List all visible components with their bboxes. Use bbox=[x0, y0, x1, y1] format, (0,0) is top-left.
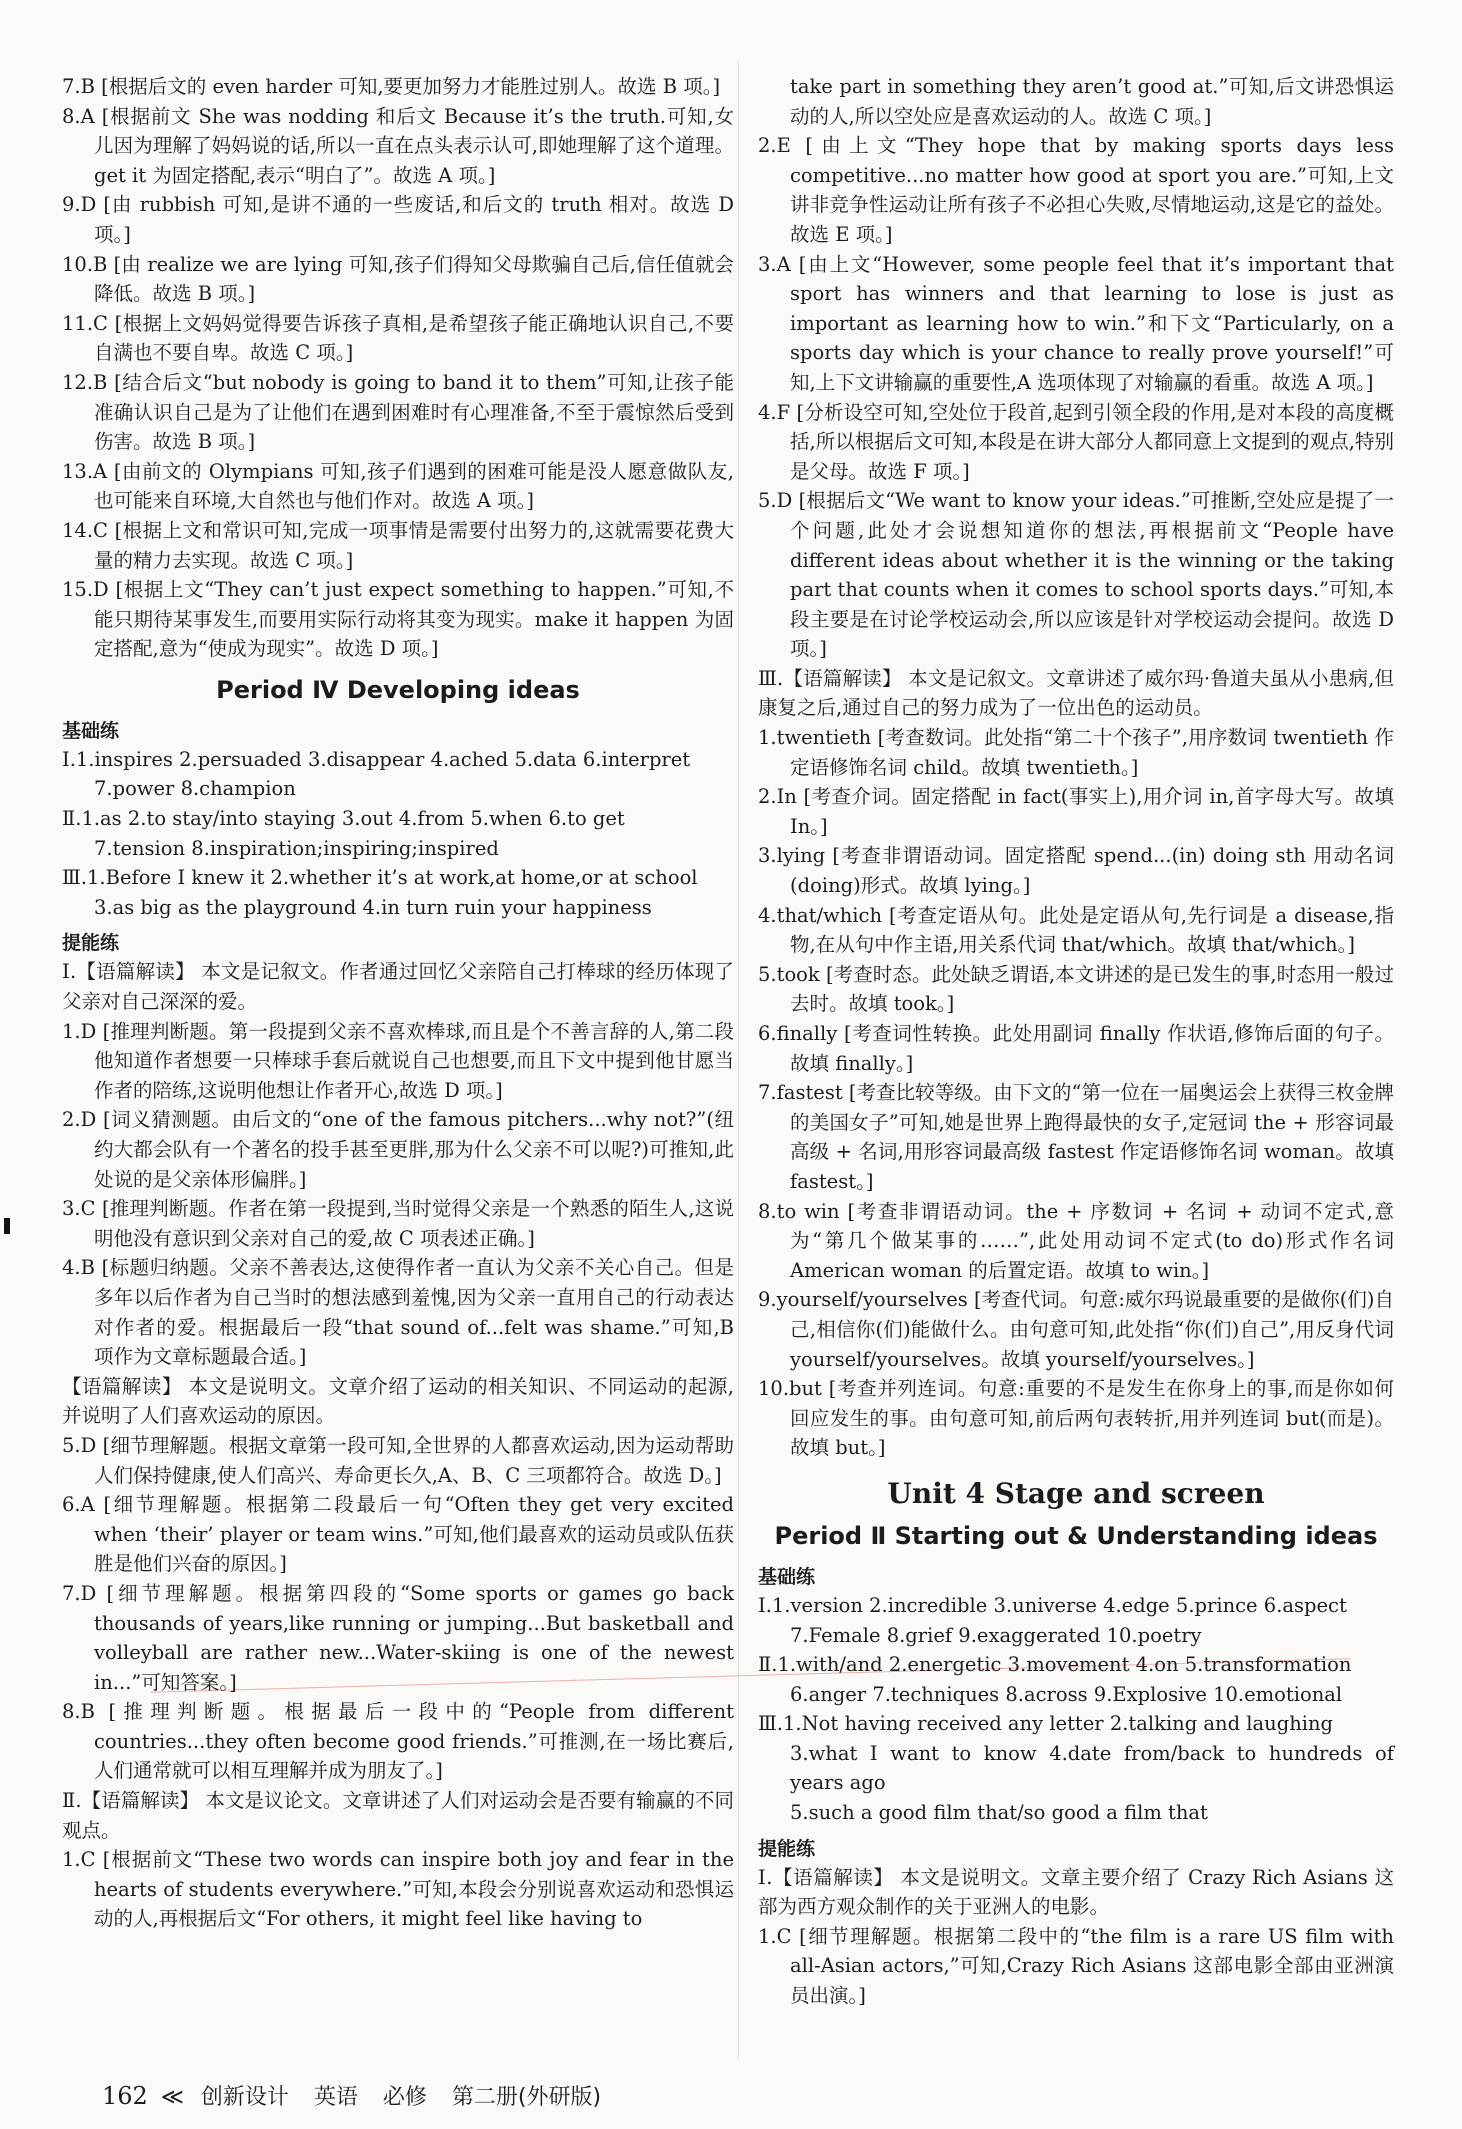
basic-line: 7.power 8.champion bbox=[94, 777, 296, 801]
improve-practice-label: 提能练 bbox=[758, 1837, 816, 1860]
answer-item: 2.E [由上文“They hope that by making sports days less competitive...no matter how good at sport you are.”可知,上文讲非竞争性运动让所有孩子不必担心失败,尽情地运动,这是它的益处。故选 E 项。] bbox=[758, 134, 1394, 246]
passage-intro: Ⅱ.【语篇解读】 本文是议论文。文章讲述了人们对运动会是否要有输赢的不同观点。 bbox=[62, 1789, 734, 1842]
answer-continuation: take part in something they aren’t good at.”可知,后文讲恐惧运动的人,所以空处应是喜欢运动的人。故选 C 项。] bbox=[790, 75, 1394, 128]
answer-item: 8.A [根据前文 She was nodding 和后文 Because it’s the truth.可知,女儿因为理解了妈妈说的话,所以一直在点头表示认可,即她理解了这个道理。get it 为固定搭配,表示“明白了”。故选 A 项。] bbox=[62, 104, 734, 187]
passage-intro: Ⅲ.【语篇解读】 本文是记叙文。文章讲述了威尔玛·鲁道夫虽从小患病,但康复之后,通过自己的努力成为了一位出色的运动员。 bbox=[758, 666, 1394, 720]
answer-item: 4.that/which [考查定语从句。此处是定语从句,先行词是 a disease,指物,在从句中作主语,用关系代词 that/which。故填 that/which。] bbox=[758, 903, 1394, 957]
right-column bbox=[758, 72, 1394, 2011]
page-footer bbox=[102, 2080, 601, 2111]
basic-line: 7.tension 8.inspiration;inspiring;inspired bbox=[94, 836, 499, 860]
basic-line: Ⅱ.1.as 2.to stay/into staying 3.out 4.from 5.when 6.to get bbox=[62, 807, 625, 831]
answer-item: 3.C [推理判断题。作者在第一段提到,当时觉得父亲是一个熟悉的陌生人,这说明他没有意识到父亲对自己的爱,故 C 项表述正确。] bbox=[62, 1197, 734, 1250]
answer-item: 5.D [根据后文“We want to know your ideas.”可推断,空处应是提了一个问题,此处才会说想知道你的想法,再根据前文“People have different ideas about whether it is the winning or the taking part that counts when it comes to school sports days.”可知,本段主要是在讨论学校运动会,所以应该是针对学校运动会提问。故选 D 项。] bbox=[758, 489, 1394, 661]
answer-item: 9.D [由 rubbish 可知,是讲不通的一些废话,和后文的 truth 相对。故选 D 项。] bbox=[62, 193, 734, 246]
basic-line: 7.Female 8.grief 9.exaggerated 10.poetry bbox=[790, 1623, 1202, 1647]
basic-practice-label: 基础练 bbox=[62, 719, 120, 742]
basic-line: Ⅰ.1.version 2.incredible 3.universe 4.edge 5.prince 6.aspect bbox=[758, 1593, 1347, 1617]
double-chevron-left-icon: ≪ bbox=[160, 2085, 184, 2110]
unit-heading: Unit 4 Stage and screen bbox=[887, 1476, 1265, 1510]
answer-item: 8.B [推理判断题。根据最后一段中的“People from different countries...they often become good friends.”可推测,在一场比赛后,人们通常就可以相互理解并成为朋友了。] bbox=[62, 1700, 734, 1783]
answer-item: 9.yourself/yourselves [考查代词。句意:威尔玛说最重要的是做你(们)自己,相信你(们)能做什么。由句意可知,此处指“你(们)自己”,用反身代词 yourself/yourselves。故填 yourself/yourselves。] bbox=[758, 1288, 1394, 1371]
page-number: 162 bbox=[102, 2082, 148, 2110]
basic-line: 3.as big as the playground 4.in turn ruin your happiness bbox=[94, 895, 652, 919]
answer-item: 1.D [推理判断题。第一段提到父亲不喜欢棒球,而且是个不善言辞的人,第二段他知道作者想要一只棒球手套后就说自己也想要,而且下文中提到他甘愿当作者的陪练,这说明他想让作者开心,故选 D 项。] bbox=[62, 1019, 734, 1102]
basic-line: 5.such a good film that/so good a film that bbox=[790, 1801, 1208, 1825]
subject: 英语 bbox=[313, 2085, 358, 2110]
basic-line: Ⅰ.1.inspires 2.persuaded 3.disappear 4.ached 5.data 6.interpret bbox=[62, 747, 691, 771]
answer-item: 2.D [词义猜测题。由后文的“one of the famous pitchers...why not?”(纽约大都会队有一个著名的投手甚至更胖,那为什么父亲不可以呢?)可推知,此处说的是父亲体形偏胖。] bbox=[62, 1108, 734, 1191]
answer-item: 7.B [根据后文的 even harder 可知,要更加努力才能胜过别人。故选 B 项。] bbox=[62, 75, 721, 98]
answer-item: 5.took [考查时态。此处缺乏谓语,本文讲述的是已发生的事,时态用一般过去时。故填 took。] bbox=[758, 962, 1394, 1016]
answer-item: 14.C [根据上文和常识可知,完成一项事情是需要付出努力的,这就需要花费大量的精力去实现。故选 C 项。] bbox=[62, 518, 734, 572]
answer-item: 2.In [考查介词。固定搭配 in fact(事实上),用介词 in,首字母大写。故填 In。] bbox=[758, 785, 1394, 838]
passage-intro: 【语篇解读】 本文是说明文。文章介绍了运动的相关知识、不同运动的起源,并说明了人们喜欢运动的原因。 bbox=[62, 1374, 734, 1428]
answer-list-top bbox=[62, 72, 734, 664]
answer-item: 8.to win [考查非谓语动词。the + 序数词 + 名词 + 动词不定式,意为“第几个做某事的……”,此处用动词不定式(to do)形式作名词 American woman 的后置定语。故填 to win。] bbox=[758, 1199, 1394, 1282]
answer-item: 7.D [细节理解题。根据第四段的“Some sports or games go back thousands of years,like running or jumping...But basketball and volleyball are rather new...Water-skiing is one of the newest in...”可知答案。] bbox=[62, 1581, 734, 1694]
answer-item: 4.F [分析设空可知,空处位于段首,起到引领全段的作用,是对本段的高度概括,所以根据后文可知,本段是在讲大部分人都同意上文提到的观点,特别是父母。故选 F 项。] bbox=[758, 400, 1394, 483]
answer-item: 1.C [根据前文“These two words can inspire both joy and fear in the hearts of students everywhere.”可知,本段会分别说喜欢运动和恐惧运动的人,再根据后文“For others, it might feel like having to bbox=[62, 1848, 734, 1931]
level: 必修 bbox=[382, 2085, 427, 2110]
passage-intro: Ⅰ.【语篇解读】 本文是记叙文。作者通过回忆父亲陪自己打棒球的经历体现了父亲对自己深深的爱。 bbox=[62, 960, 734, 1014]
book-series: 创新设计 bbox=[200, 2085, 289, 2110]
answer-item: 6.A [细节理解题。根据第二段最后一句“Often they get very excited when ‘their’ player or team wins.”可知,他们最喜欢的运动员或队伍获胜是他们兴奋的原因。] bbox=[62, 1493, 734, 1576]
answer-item: 12.B [结合后文“but nobody is going to band it to them”可知,让孩子能准确认识自己是为了让他们在遇到困难时有心理准备,不至于震惊然后受到伤害。故选 B 项。] bbox=[62, 370, 734, 454]
answer-item: 4.B [标题归纳题。父亲不善表达,这使得作者一直认为父亲不关心自己。但是多年以后作者为自己当时的想法感到羞愧,因为父亲一直用自己的行动表达对作者的爱。根据最后一段“that sound of...felt was shame.”可知,B 项作为文章标题最合适。] bbox=[62, 1256, 734, 1369]
answer-item: 1.twentieth [考查数词。此处指“第二十个孩子”,用序数词 twentieth 作定语修饰名词 child。故填 twentieth。] bbox=[758, 726, 1394, 779]
answer-item: 5.D [细节理解题。根据文章第一段可知,全世界的人都喜欢运动,因为运动帮助人们保持健康,使人们高兴、寿命更长久,A、B、C 三项都符合。故选 D。] bbox=[62, 1433, 734, 1487]
answer-item: 10.B [由 realize we are lying 可知,孩子们得知父母欺骗自己后,信任值就会降低。故选 B 项。] bbox=[62, 252, 734, 306]
answer-item: 11.C [根据上文妈妈觉得要告诉孩子真相,是希望孩子能正确地认识自己,不要自满也不要自卑。故选 C 项。] bbox=[62, 311, 734, 365]
answer-item: 13.A [由前文的 Olympians 可知,孩子们遇到的困难可能是没人愿意做队友,也可能来自环境,大自然也与他们作对。故选 A 项。] bbox=[62, 459, 734, 513]
improve-practice-label: 提能练 bbox=[62, 932, 120, 955]
left-column bbox=[62, 72, 734, 1934]
basic-line: 3.what I want to know 4.date from/back to hundreds of years ago bbox=[790, 1741, 1394, 1795]
answer-item: 1.C [细节理解题。根据第二段中的“the film is a rare US film with all-Asian actors,”可知,Crazy Rich Asians 这部电影全部由亚洲演员出演。] bbox=[758, 1924, 1394, 2008]
passage-intro: Ⅰ.【语篇解读】 本文是说明文。文章主要介绍了 Crazy Rich Asians 这部为西方观众制作的关于亚洲人的电影。 bbox=[758, 1865, 1394, 1919]
basic-practice-label: 基础练 bbox=[758, 1565, 816, 1588]
basic-line: Ⅱ.1.with/and 2.energetic 3.movement 4.on 5.transformation bbox=[758, 1653, 1352, 1677]
margin-mark bbox=[4, 1218, 10, 1234]
period-heading: Period Ⅱ Starting out & Understanding ideas bbox=[774, 1521, 1378, 1550]
answer-item: 3.lying [考查非谓语动词。固定搭配 spend...(in) doing sth 用动名词(doing)形式。故填 lying。] bbox=[758, 844, 1394, 898]
answer-item: 3.A [由上文“However, some people feel that it’s important that sport has winners and that learning to lose is just as important as learning how to win.”和下文“Particularly, on a sports day which is your chance to really prove yourself!”可知,上下文讲输赢的重要性,A 选项体现了对输赢的看重。故选 A 项。] bbox=[758, 252, 1394, 394]
answer-item: 6.finally [考查词性转换。此处用副词 finally 作状语,修饰后面的句子。故填 finally。] bbox=[758, 1022, 1394, 1075]
answer-item: 10.but [考查并列连词。句意:重要的不是发生在你身上的事,而是你如何回应发生的事。由句意可知,前后两句表转折,用并列连词 but(而是)。故填 but。] bbox=[758, 1377, 1394, 1460]
period-heading: Period Ⅳ Developing ideas bbox=[216, 675, 580, 704]
answer-item: 15.D [根据上文“They can’t just expect something to happen.”可知,不能只期待某事发生,而要用实际行动将其变为现实。make it happen 为固定搭配,意为“使成为现实”。故选 D 项。] bbox=[62, 578, 734, 661]
column-divider bbox=[738, 60, 739, 2060]
basic-line: Ⅲ.1.Not having received any letter 2.talking and laughing bbox=[758, 1712, 1334, 1736]
basic-line: Ⅲ.1.Before I knew it 2.whether it’s at work,at home,or at school bbox=[62, 866, 698, 890]
volume: 第二册(外研版) bbox=[451, 2085, 602, 2110]
answer-item: 7.fastest [考查比较等级。由下文的“第一位在一届奥运会上获得三枚金牌的美国女子”可知,她是世界上跑得最快的女子,定冠词 the + 形容词最高级 + 名词,用形容词最高级 fastest 作定语修饰名词 woman。故填 fastest。] bbox=[758, 1081, 1394, 1193]
basic-line: 6.anger 7.techniques 8.across 9.Explosive 10.emotional bbox=[790, 1682, 1343, 1706]
